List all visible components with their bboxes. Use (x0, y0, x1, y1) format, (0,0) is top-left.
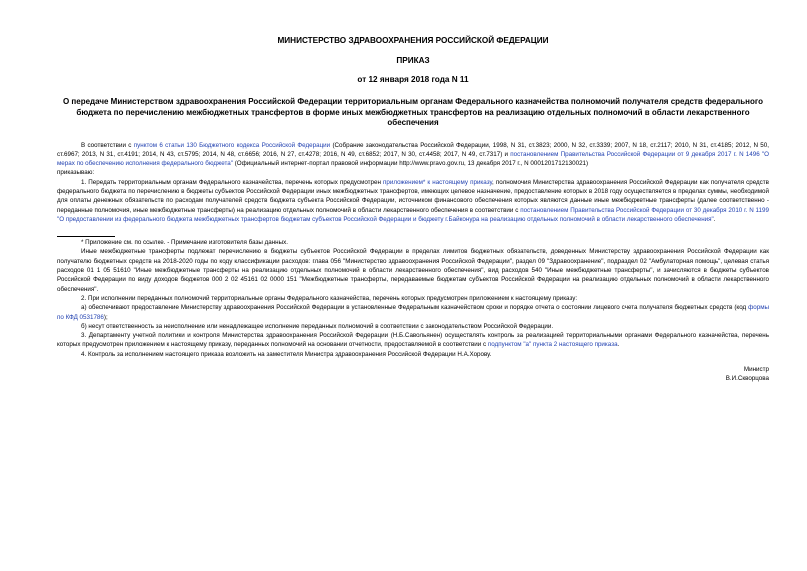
item-3-text-2: . (617, 341, 620, 349)
signature-block (57, 365, 769, 384)
document-title: О передаче Министерством здравоохранения Российской Федерации территориальным органам Федерального казначейства полномочий получателя средств федерального бюджета по перечислению межбюджетных трансфертов в форме иных межбюджетных трансфертов на реализацию отдельных полномочий в области лекарственного обеспечения (62, 97, 764, 127)
item-1-text-3: . (713, 215, 716, 223)
item-2a-paragraph (57, 303, 769, 322)
item-2a-text: а) обеспечивают предоставление Министерству здравоохранения Российской Федерации в установленные Федеральным казначейством сроки и порядке отчета о состоянии лицевого счета получателя бюджетных средств (код (81, 304, 749, 312)
preamble-text-3: (Официальный интернет-портал правовой информации http://www.pravo.gov.ru, 13 декабря 2017 г., N 0001201712130021) (232, 160, 589, 168)
form-kfd-link[interactable]: формы по КФД 0531786 (57, 304, 769, 321)
item-2-intro: 2. При исполнении переданных полномочий территориальные органы Федерального казначейства, перечень которых предусмотрен приложением к настоящему приказу: (81, 294, 578, 302)
doc-type-heading: ПРИКАЗ (396, 56, 430, 65)
preamble-paragraph (57, 141, 769, 169)
order-word: приказываю: (57, 169, 95, 177)
appendix-link[interactable]: приложением* к настоящему приказу (383, 178, 493, 186)
spacer (57, 224, 769, 233)
date-number-heading: от 12 января 2018 года N 11 (357, 75, 469, 84)
item-3-text-1: 3. Департаменту учетной политики и контроля Министерства здравоохранения Российской Федерации (Н.Б.Савольянен) осуществлять контроль за реализацией территориальными органами Федерального казначейства, перечень которых предусмотрен приложением к настоящему приказу, переданных полномочий на основании отчетности, предоставляемой в соответствии с (57, 332, 769, 349)
footnote-divider (57, 236, 115, 237)
government-decree-1199-link[interactable]: постановлением Правительства Российской Федерации от 30 декабря 2010 г. N 1199 "О предоставлении из федерального бюджета межбюджетных трансфертов бюджетам субъектов Российской Федерации и бюджету г.Байконура на реализацию отдельных полномочий в области лекарственного обеспечения" (57, 206, 769, 223)
document-page (57, 36, 769, 384)
item-1-text-1: 1. Передать территориальным органам Федерального казначейства, перечень которых предусмотрен (81, 178, 384, 186)
preamble-text-2: (Собрание законодательства Российской Федерации, 1998, N 31, ст.3823; 2000, N 32, ст.3339; 2007, N 18, ст.2117; 2010, N 31, ст.4185; 2012, N 50, ст.6967; 2013, N 31, ст.4191; 2014, N 43, ст.5795; 2014, N 48, ст.6656; 2016, N 27, ст.4278; 2016, N 49, ст.6852; 2017, N 30, ст.4458; 2017, N 49, ст.7317) и (57, 141, 769, 158)
footnote: * Приложение см. по ссылке. - Примечание изготовителя базы данных. (81, 239, 288, 247)
document-body (57, 141, 769, 384)
subparagraph-a-link[interactable]: подпунктом "а" пункта 2 настоящего приказа (487, 341, 618, 349)
item-2b-paragraph: б) несут ответственность за неисполнение или ненадлежащее исполнение переданных полномочий в соответствии с законодательством Российской Федерации. (81, 322, 554, 330)
item-3-paragraph (57, 331, 769, 350)
signature-name: В.И.Скворцова (725, 375, 769, 383)
government-decree-1496-link[interactable]: постановлением Правительства Российской Федерации от 9 декабря 2017 г. N 1496 "О мерах по обеспечению исполнения федерального бюджета" (57, 150, 769, 168)
budget-code-link[interactable]: пунктом 6 статьи 130 Бюджетного кодекса Российской Федерации (133, 141, 331, 149)
item-4-paragraph: 4. Контроль за исполнением настоящего приказа возложить на заместителя Министра здравоохранения Российской Федерации Н.А.Хорову. (81, 350, 492, 358)
ministry-heading: МИНИСТЕРСТВО ЗДРАВООХРАНЕНИЯ РОССИЙСКОЙ ФЕДЕРАЦИИ (277, 36, 549, 45)
item-2a-end: ); (103, 313, 108, 321)
transfers-paragraph: Иные межбюджетные трансферты подлежат перечислению в бюджеты субъектов Российской Федерации в пределах лимитов бюджетных обязательств, доведенных Министерству здравоохранения Российской Федерации как получателю бюджетных средств на 2018-2020 годы по коду классификации расходов: глава 056 "Министерство здравоохранения Российской Федерации", раздел 09 "Здравоохранение", подраздел 02 "Амбулаторная помощь", целевая статья расходов 01 1 05 51610 "Иные межбюджетные трансферты на реализацию отдельных полномочий в области лекарственного обеспечения", вид расходов 540 "Иные межбюджетные трансферты", и зачисляются в бюджеты субъектов Российской Федерации по виду доходов бюджетов 000 2 02 45161 02 0000 151 "Межбюджетные трансферты, передаваемые бюджетам субъектов Российской Федерации на реализацию отдельных полномочий в области лекарственного обеспечения". (57, 248, 769, 293)
signature-position: Министр (743, 366, 769, 374)
preamble-text-1: В соответствии с (81, 141, 134, 149)
item-1-text-2: , полномочия Министерства здравоохранения Российской Федерации как получателя средств федерального бюджета по перечислению в бюджеты субъектов Российской Федерации иных межбюджетных трансфертов, имеющих целевое назначение, предоставление которых в 2018 году осуществляется в пределах суммы, необходимой для оплаты денежных обязательств по расходам получателей средств бюджета субъекта Российской Федерации, источником финансового обеспечения которых являются данные иные межбюджетные трансферты (далее соответственно - переданные полномочия, иные межбюджетные трансферты) на реализацию отдельных полномочий в области лекарственного обеспечения в соответствии с (57, 178, 769, 214)
item-1-paragraph (57, 178, 769, 224)
